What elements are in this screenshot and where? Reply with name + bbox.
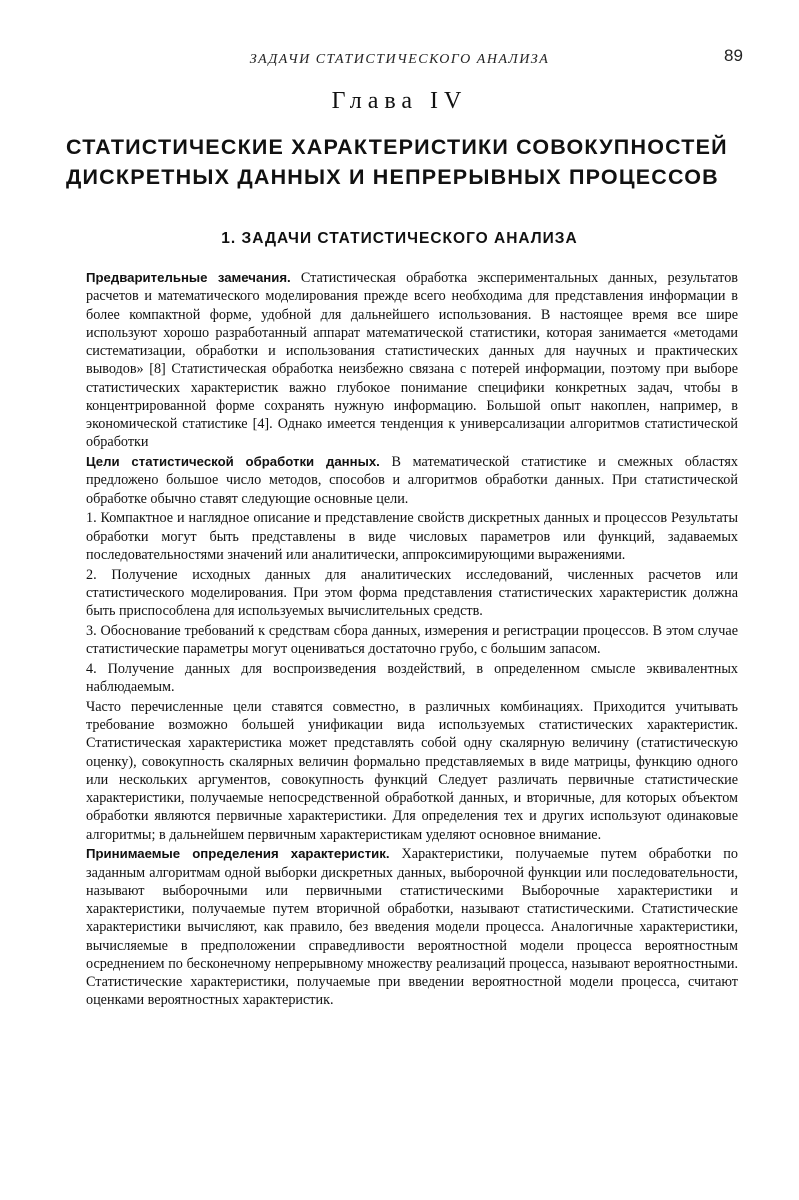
chapter-title <box>66 132 746 192</box>
chapter-label: Глава IV <box>331 88 468 114</box>
paragraph-text: Характеристики, получаемые путем обработки по заданным алгоритмам одной выборки дискретных данных, выборочной функции или последовательности, называют выборочными или первичными статистическими Выборочные характеристики и характеристики, получаемые путем вторичной обработки, называют статистическими. Статистические характеристики вычисляют, как правило, без введения модели процесса. Аналогичные характеристики, вычисляемые в предположении справедливости вероятностной модели процесса вероятностным осреднением по бесконечному непрерывному множеству реализаций процесса, называют вероятностными. Статистические характеристики, получаемые при введении вероятностной модели процесса, считают оценками вероятностных характеристик. <box>86 846 738 1009</box>
list-item-1: 1. Компактное и наглядное описание и представление свойств дискретных данных и процессов Результаты обработки могут быть представлены в виде числовых параметров или функций, задаваемых последовательностями значений или аналитически, аппроксимирующими выражениями. <box>86 510 738 563</box>
list-item-3: 3. Обоснование требований к средствам сбора данных, измерения и регистрации процессов. В этом случае статистические параметры могут оцениваться достаточно грубо, с большим запасом. <box>86 622 738 657</box>
body-text <box>86 269 738 1010</box>
paragraph-text: В математической статистике и смежных областях предложено большое число методов, способов и алгоритмов обработки данных. При статистической обработке обычно ставят следующие основные цели. <box>86 454 738 507</box>
paragraph-definitions <box>86 845 738 1009</box>
chapter-title-line-2: ДИСКРЕТНЫХ ДАННЫХ И НЕПРЕРЫВНЫХ ПРОЦЕССОВ <box>66 165 719 189</box>
paragraph-combinations: Часто перечисленные цели ставятся совместно, в различных комбинациях. Приходится учитывать требование возможно большей унификации вида используемых статистических характеристик. Статистическая характеристика может представлять собой одну скалярную величину (статистическую оценку), совокупность скалярных величин формально представляемых в виде матрицы, функцию одного или нескольких аргументов, совокупность функций Следует различать первичные статистические характеристики, получаемые непосредственной обработкой данных, и вторичные, для которых объектом обработки являются первичные характеристики. Для определения тех и других используют одинаковые алгоритмы; в дальнейшем первичным характеристикам уделяют основное внимание. <box>86 698 738 843</box>
paragraph-goals <box>86 453 738 508</box>
section-title: 1. ЗАДАЧИ СТАТИСТИЧЕСКОГО АНАЛИЗА <box>221 230 578 247</box>
running-head: ЗАДАЧИ СТАТИСТИЧЕСКОГО АНАЛИЗА <box>249 52 550 67</box>
list-item-2: 2. Получение исходных данных для аналитических исследований, численных расчетов или статистического моделирования. При этом форма представления статистических характеристик должна быть приспособлена для используемых вычислительных средств. <box>86 566 738 619</box>
paragraph-lead: Предварительные замечания. <box>86 270 291 285</box>
paragraph-preliminary-remarks <box>86 269 738 452</box>
list-item-4: 4. Получение данных для воспроизведения воздействий, в определенном смысле эквивалентных наблюдаемым. <box>86 660 738 695</box>
paragraph-lead: Цели статистической обработки данных. <box>86 454 380 469</box>
page-number: 89 <box>724 46 743 65</box>
paragraph-lead: Принимаемые определения характеристик. <box>86 846 390 862</box>
chapter-title-line-1: СТАТИСТИЧЕСКИЕ ХАРАКТЕРИСТИКИ СОВОКУПНОСТЕЙ <box>66 135 728 159</box>
paragraph-text: Статистическая обработка экспериментальных данных, результатов расчетов и математического моделирования прежде всего необходима для представления информации в более компактной форме, удобной для дальнейшего использования. В настоящее время все шире используют хорошо разработанный аппарат математической статистики, которая занимается «методами систематизации, обработки и использования статистических данных для научных и практических выводов» [8] Статистическая обработка неизбежно связана с потерей информации, поэтому при выборе статистических характеристик важно глубокое понимание специфики конкретных задач, чтобы в концентрированной форме сохранять нужную информацию. Большой опыт накоплен, например, в экономической статистике [4]. Однако имеется тенденция к универсализации алгоритмов статистической обработки <box>86 270 738 451</box>
